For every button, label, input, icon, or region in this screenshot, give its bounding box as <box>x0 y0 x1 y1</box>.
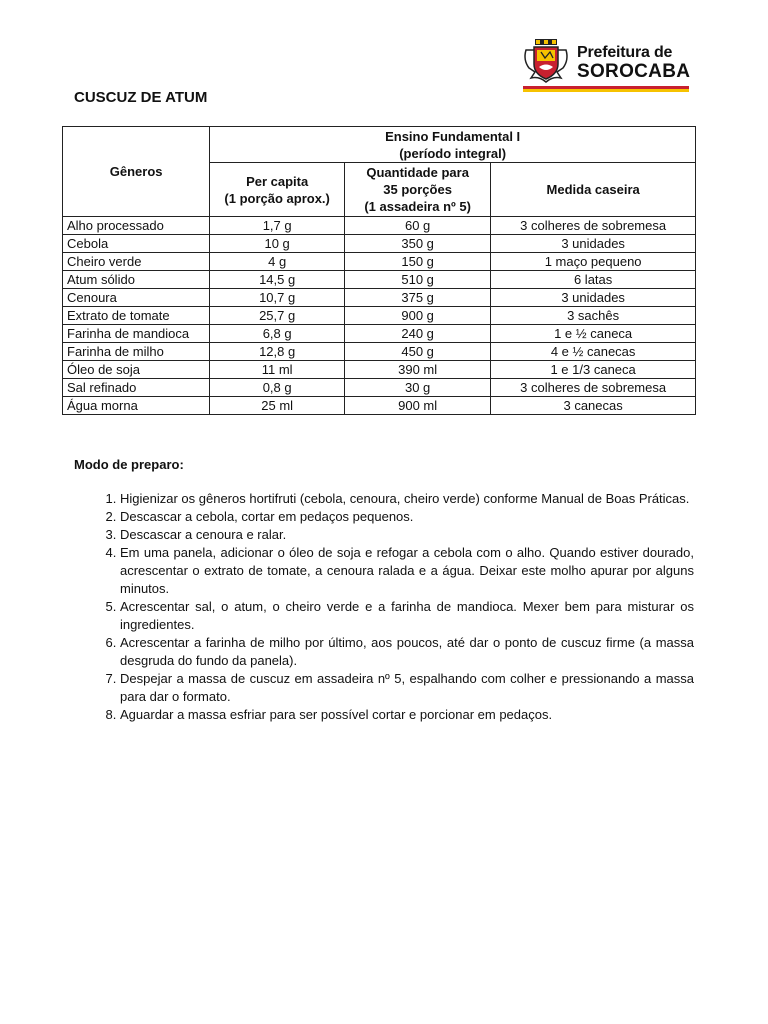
cell-quantidade: 450 g <box>345 343 491 361</box>
cell-per-capita: 1,7 g <box>210 217 345 235</box>
logo-text-line1: Prefeitura de <box>577 44 673 61</box>
header-quantidade <box>345 163 491 217</box>
cell-per-capita: 14,5 g <box>210 271 345 289</box>
header-group-line1: Ensino Fundamental I <box>385 128 521 144</box>
cell-quantidade: 350 g <box>345 235 491 253</box>
cell-per-capita: 6,8 g <box>210 325 345 343</box>
cell-medida: 1 e 1/3 caneca <box>491 361 696 379</box>
cell-quantidade: 390 ml <box>345 361 491 379</box>
cell-genero: Óleo de soja <box>63 361 210 379</box>
cell-per-capita: 11 ml <box>210 361 345 379</box>
cell-genero: Farinha de milho <box>63 343 210 361</box>
method-step: 7. Despejar a massa de cuscuz em assadeira nº 5, espalhando com colher e pressionando a massa para dar o formato. <box>120 670 694 706</box>
cell-quantidade: 60 g <box>345 217 491 235</box>
cell-per-capita: 25 ml <box>210 397 345 415</box>
table-row <box>63 307 696 325</box>
cell-genero: Sal refinado <box>63 379 210 397</box>
ingredients-body <box>63 217 696 415</box>
cell-quantidade: 900 ml <box>345 397 491 415</box>
header-group-line2: (período integral) <box>399 145 507 161</box>
cell-per-capita: 4 g <box>210 253 345 271</box>
ingredients-table <box>62 126 696 415</box>
header-group <box>210 127 696 163</box>
cell-genero: Farinha de mandioca <box>63 325 210 343</box>
cell-medida: 3 unidades <box>491 289 696 307</box>
logo-text-line2: SOROCABA <box>577 61 691 82</box>
cell-quantidade: 375 g <box>345 289 491 307</box>
recipe-title: CUSCUZ DE ATUM <box>74 89 208 106</box>
method-step: 4. Em uma panela, adicionar o óleo de soja e refogar a cebola com o alho. Quando estiver dourado, acrescentar o extrato de tomate, a cenoura ralada e a água. Deixar este molho apurar por alguns minutos. <box>120 544 694 598</box>
header-qty-line1: Quantidade para <box>366 165 469 180</box>
cell-per-capita: 10 g <box>210 235 345 253</box>
city-crest-icon <box>521 38 571 84</box>
method-step: 3. Descascar a cenoura e ralar. <box>120 526 694 544</box>
cell-medida: 3 unidades <box>491 235 696 253</box>
table-row <box>63 217 696 235</box>
table-row <box>63 325 696 343</box>
cell-medida: 4 e ½ canecas <box>491 343 696 361</box>
cell-medida: 3 canecas <box>491 397 696 415</box>
table-row <box>63 289 696 307</box>
cell-per-capita: 10,7 g <box>210 289 345 307</box>
cell-per-capita: 25,7 g <box>210 307 345 325</box>
cell-medida: 3 colheres de sobremesa <box>491 379 696 397</box>
cell-quantidade: 900 g <box>345 307 491 325</box>
table-row <box>63 253 696 271</box>
cell-quantidade: 240 g <box>345 325 491 343</box>
method-step: 2. Descascar a cebola, cortar em pedaços pequenos. <box>120 508 694 526</box>
cell-genero: Extrato de tomate <box>63 307 210 325</box>
cell-medida: 6 latas <box>491 271 696 289</box>
cell-genero: Cebola <box>63 235 210 253</box>
cell-genero: Cheiro verde <box>63 253 210 271</box>
method-title: Modo de preparo: <box>74 457 184 472</box>
table-row <box>63 361 696 379</box>
cell-genero: Atum sólido <box>63 271 210 289</box>
header-per-capita-line1: Per capita <box>246 173 309 189</box>
cell-per-capita: 0,8 g <box>210 379 345 397</box>
header-per-capita <box>210 163 345 217</box>
cell-medida: 1 maço pequeno <box>491 253 696 271</box>
logo-yellow-stripe <box>523 89 689 92</box>
header-generos: Gêneros <box>63 127 210 217</box>
cell-genero: Cenoura <box>63 289 210 307</box>
cell-quantidade: 30 g <box>345 379 491 397</box>
prefeitura-logo <box>521 38 691 92</box>
table-row <box>63 343 696 361</box>
cell-quantidade: 150 g <box>345 253 491 271</box>
cell-genero: Alho processado <box>63 217 210 235</box>
header-per-capita-line2: (1 porção aprox.) <box>224 190 330 206</box>
cell-medida: 3 colheres de sobremesa <box>491 217 696 235</box>
table-row <box>63 271 696 289</box>
method-step: 8. Aguardar a massa esfriar para ser possível cortar e porcionar em pedaços. <box>120 706 694 724</box>
cell-medida: 3 sachês <box>491 307 696 325</box>
method-step: 6. Acrescentar a farinha de milho por último, aos poucos, até dar o ponto de cuscuz firme (a massa desgruda do fundo da panela). <box>120 634 694 670</box>
cell-genero: Água morna <box>63 397 210 415</box>
header-medida: Medida caseira <box>491 163 696 217</box>
cell-per-capita: 12,8 g <box>210 343 345 361</box>
method-step: 5. Acrescentar sal, o atum, o cheiro verde e a farinha de mandioca. Mexer bem para misturar os ingredientes. <box>120 598 694 634</box>
method-step: 1. Higienizar os gêneros hortifruti (cebola, cenoura, cheiro verde) conforme Manual de Boas Práticas. <box>120 490 694 508</box>
table-row <box>63 379 696 397</box>
table-row <box>63 235 696 253</box>
header-qty-line2: 35 porções <box>383 182 452 197</box>
table-row <box>63 397 696 415</box>
method-steps-list <box>74 490 694 724</box>
cell-medida: 1 e ½ caneca <box>491 325 696 343</box>
cell-quantidade: 510 g <box>345 271 491 289</box>
header-qty-line3: (1 assadeira nº 5) <box>364 199 471 214</box>
